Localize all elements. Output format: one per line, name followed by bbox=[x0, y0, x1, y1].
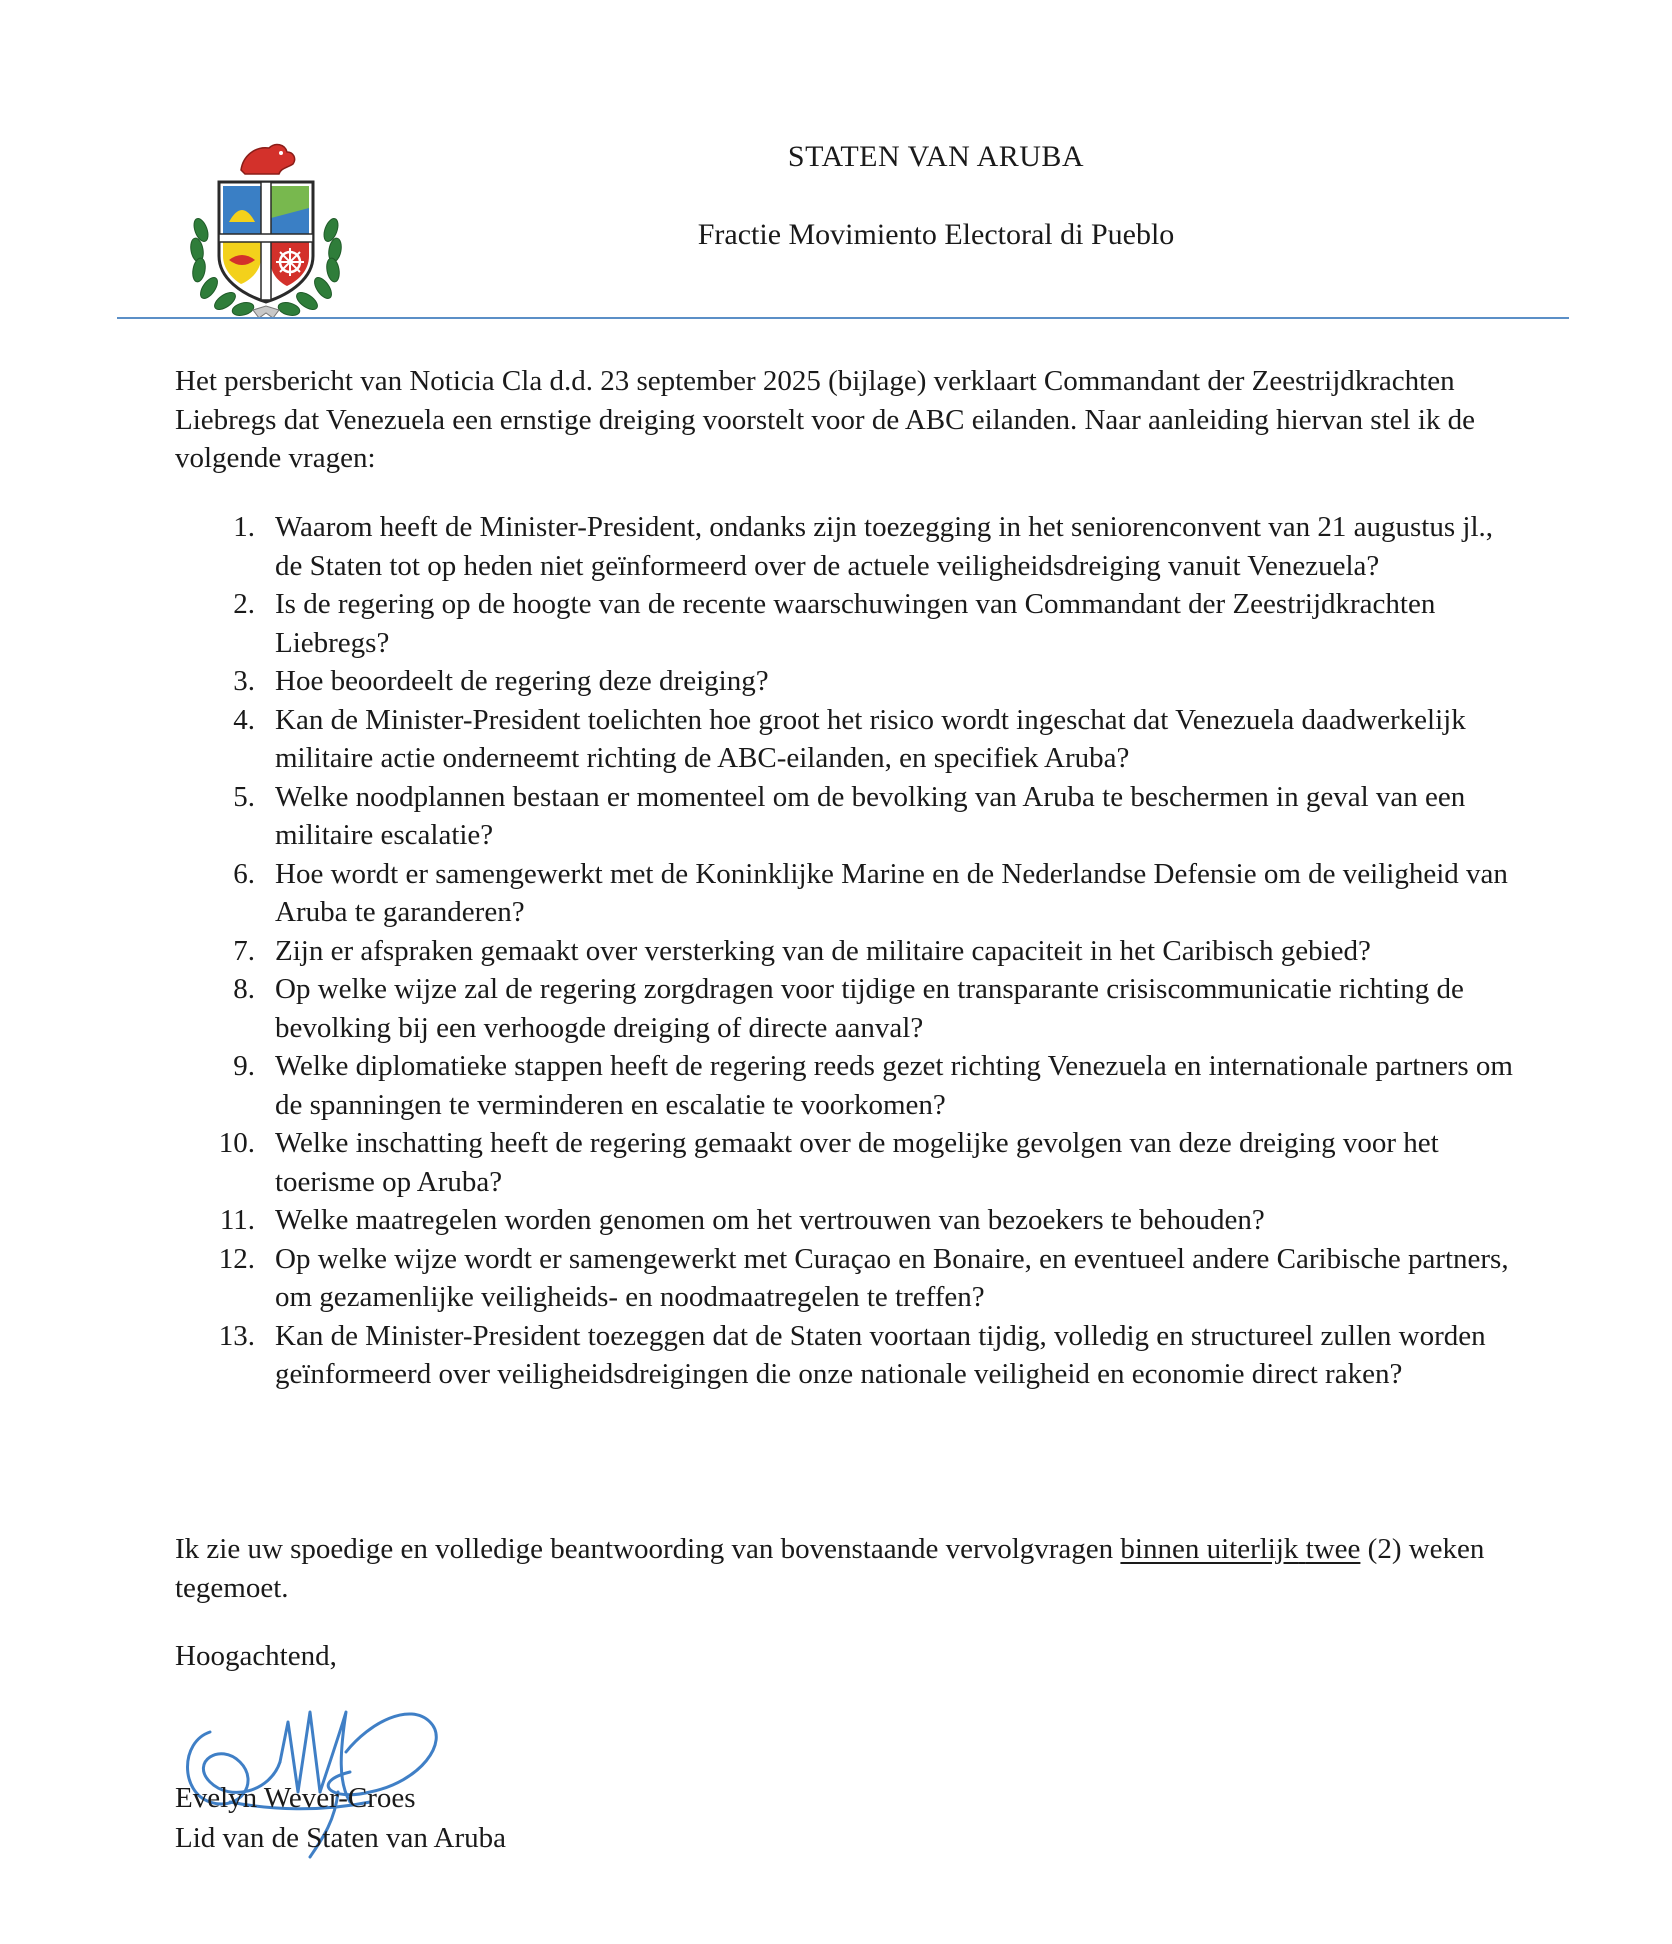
question-text: Kan de Minister-President toezeggen dat de Staten voortaan tijdig, volledig en structureel zullen worden geïnformeerd over veiligheidsdreigingen die onze nationale veiligheid en economie direct raken? bbox=[275, 1319, 1486, 1390]
question-number: 9. bbox=[233, 1050, 255, 1082]
question-number: 11. bbox=[219, 1204, 255, 1236]
question-item bbox=[175, 855, 1515, 932]
question-item bbox=[175, 701, 1515, 778]
question-item bbox=[175, 1047, 1515, 1124]
question-text: Kan de Minister-President toelichten hoe groot het risico wordt ingeschat dat Venezuela daadwerkelijk militaire actie onderneemt richting de ABC-eilanden, en specifiek Aruba? bbox=[275, 703, 1466, 774]
closing-text: Ik zie uw spoedige en volledige beantwoording van bovenstaande vervolgvragen bbox=[175, 1533, 1121, 1565]
question-text: Welke noodplannen bestaan er momenteel om de bevolking van Aruba te beschermen in geval van een militaire escalatie? bbox=[275, 780, 1466, 851]
question-item bbox=[175, 932, 1515, 971]
question-number: 7. bbox=[233, 934, 255, 967]
signer-role: Lid van de Staten van Aruba bbox=[175, 1822, 506, 1854]
closing-text-end: (2) weken tegemoet. bbox=[175, 1533, 1485, 1604]
question-number: 2. bbox=[233, 588, 255, 620]
question-item bbox=[175, 778, 1515, 855]
question-number: 6. bbox=[233, 857, 255, 890]
question-item bbox=[175, 1317, 1515, 1394]
header-divider bbox=[117, 317, 1569, 319]
intro-paragraph: Het persbericht van Noticia Cla d.d. 23 september 2025 (bijlage) verklaart Commandant der Zeestrijdkrachten Liebregs dat Venezuela een ernstige dreiging voorstelt voor de ABC eilanden. Naar aanleiding hiervan stel ik de volgende vragen: bbox=[175, 365, 1476, 474]
question-text: Hoe wordt er samengewerkt met de Koninklijke Marine en de Nederlandse Defensie om de veiligheid van Aruba te garanderen? bbox=[275, 857, 1508, 928]
question-number: 4. bbox=[233, 703, 255, 736]
question-number: 12. bbox=[218, 1242, 255, 1275]
question-list bbox=[175, 508, 1515, 1394]
question-item bbox=[175, 1124, 1515, 1201]
signer-name: Evelyn Wever-Croes bbox=[175, 1782, 416, 1814]
question-text: Welke diplomatieke stappen heeft de regering reeds gezet richting Venezuela en internationale partners om de spanningen te verminderen en escalatie te voorkomen? bbox=[275, 1050, 1513, 1121]
question-item bbox=[175, 970, 1515, 1047]
question-number: 1. bbox=[233, 511, 255, 543]
question-text: Welke maatregelen worden genomen om het vertrouwen van bezoekers te behouden? bbox=[275, 1204, 1265, 1236]
question-item bbox=[175, 508, 1515, 585]
question-number: 10. bbox=[218, 1127, 255, 1159]
salutation: Hoogachtend, bbox=[175, 1640, 337, 1672]
question-number: 8. bbox=[233, 973, 255, 1005]
question-number: 3. bbox=[233, 665, 255, 697]
question-text: Zijn er afspraken gemaakt over versterking van de militaire capaciteit in het Caribisch gebied? bbox=[275, 934, 1371, 967]
aruba-coat-of-arms-logo bbox=[183, 138, 349, 320]
question-text: Op welke wijze zal de regering zorgdragen voor tijdige en transparante crisiscommunicatie richting de bevolking bij een verhoogde dreiging of directe aanval? bbox=[275, 973, 1464, 1044]
question-number: 13. bbox=[218, 1319, 255, 1352]
question-text: Hoe beoordeelt de regering deze dreiging? bbox=[275, 665, 769, 697]
question-item bbox=[175, 662, 1515, 701]
organization-title: STATEN VAN ARUBA bbox=[787, 140, 1085, 173]
deadline-underlined-text-2: twee bbox=[1305, 1533, 1361, 1565]
question-number: 5. bbox=[233, 780, 255, 813]
deadline-underlined-text: binnen uiterlijk bbox=[1120, 1533, 1299, 1565]
question-text: Waarom heeft de Minister-President, ondanks zijn toezegging in het seniorenconvent van 21 augustus jl., de Staten tot op heden niet geïnformeerd over de actuele veiligheidsdreiging vanuit Venezuela? bbox=[275, 511, 1493, 582]
closing-paragraph bbox=[175, 1530, 1515, 1607]
question-text: Is de regering op de hoogte van de recente waarschuwingen van Commandant der Zeestrijdkrachten Liebregs? bbox=[275, 588, 1436, 659]
question-text: Welke inschatting heeft de regering gemaakt over de mogelijke gevolgen van deze dreiging voor het toerisme op Aruba? bbox=[275, 1127, 1439, 1198]
faction-subtitle: Fractie Movimiento Electoral di Pueblo bbox=[697, 218, 1175, 251]
question-item bbox=[175, 1201, 1515, 1240]
question-item bbox=[175, 1240, 1515, 1317]
question-text: Op welke wijze wordt er samengewerkt met Curaçao en Bonaire, en eventueel andere Caribische partners, om gezamenlijke veiligheids- en noodmaatregelen te treffen? bbox=[275, 1242, 1509, 1313]
question-item bbox=[175, 585, 1515, 662]
